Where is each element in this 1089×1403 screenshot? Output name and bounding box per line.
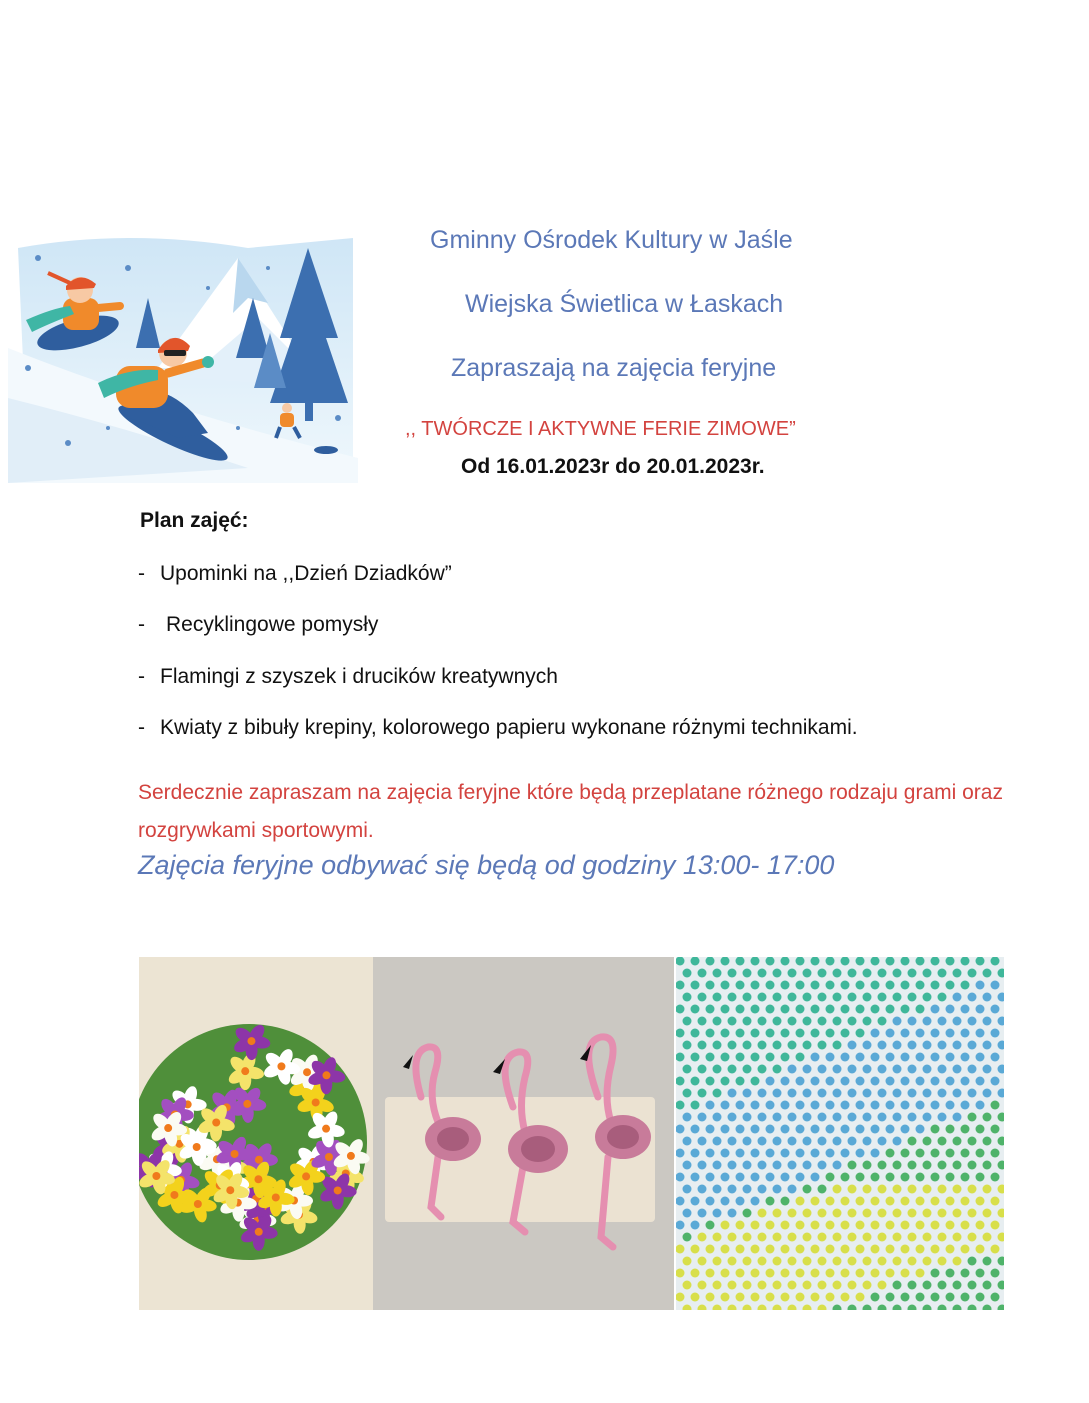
invitation-line: Zapraszają na zajęcia feryjne [451, 354, 777, 382]
plan-item [138, 562, 452, 586]
plan-item-text: Upominki na ,,Dzień Dziadków” [160, 562, 452, 585]
bottlecap-mosaic-photo [676, 957, 1004, 1310]
pinecone-flamingos-photo [373, 957, 674, 1310]
hours-note: Zajęcia feryjne odbywać się będą od godziny 13:00- 17:00 [138, 850, 835, 880]
paper-flower-bouquet-photo [139, 957, 373, 1310]
plan-heading: Plan zajęć: [140, 509, 249, 532]
winter-sledding-illustration [8, 228, 358, 483]
event-title: ,, TWÓRCZE I AKTYWNE FERIE ZIMOWE” [405, 418, 796, 440]
plan-item [138, 613, 378, 637]
branch-name: Wiejska Świetlica w Łaskach [465, 290, 784, 318]
plan-item [138, 716, 858, 740]
plan-item-text: Kwiaty z bibuły krepiny, kolorowego papieru wykonane różnymi technikami. [160, 716, 858, 739]
organization-name: Gminny Ośrodek Kultury w Jaśle [430, 226, 793, 254]
list-dash: - [138, 613, 145, 636]
plan-item-text: Flamingi z szyszek i drucików kreatywnych [160, 665, 558, 688]
event-dates: Od 16.01.2023r do 20.01.2023r. [461, 455, 765, 478]
plan-item [138, 665, 558, 689]
list-dash: - [138, 716, 145, 739]
list-dash: - [138, 665, 145, 688]
list-dash: - [138, 562, 145, 585]
plan-item-text: Recyklingowe pomysły [166, 613, 379, 636]
closing-note: Serdecznie zapraszam na zajęcia feryjne które będą przeplatane różnego rodzaju grami oraz rozgrywkami sportowymi. [138, 781, 1003, 842]
